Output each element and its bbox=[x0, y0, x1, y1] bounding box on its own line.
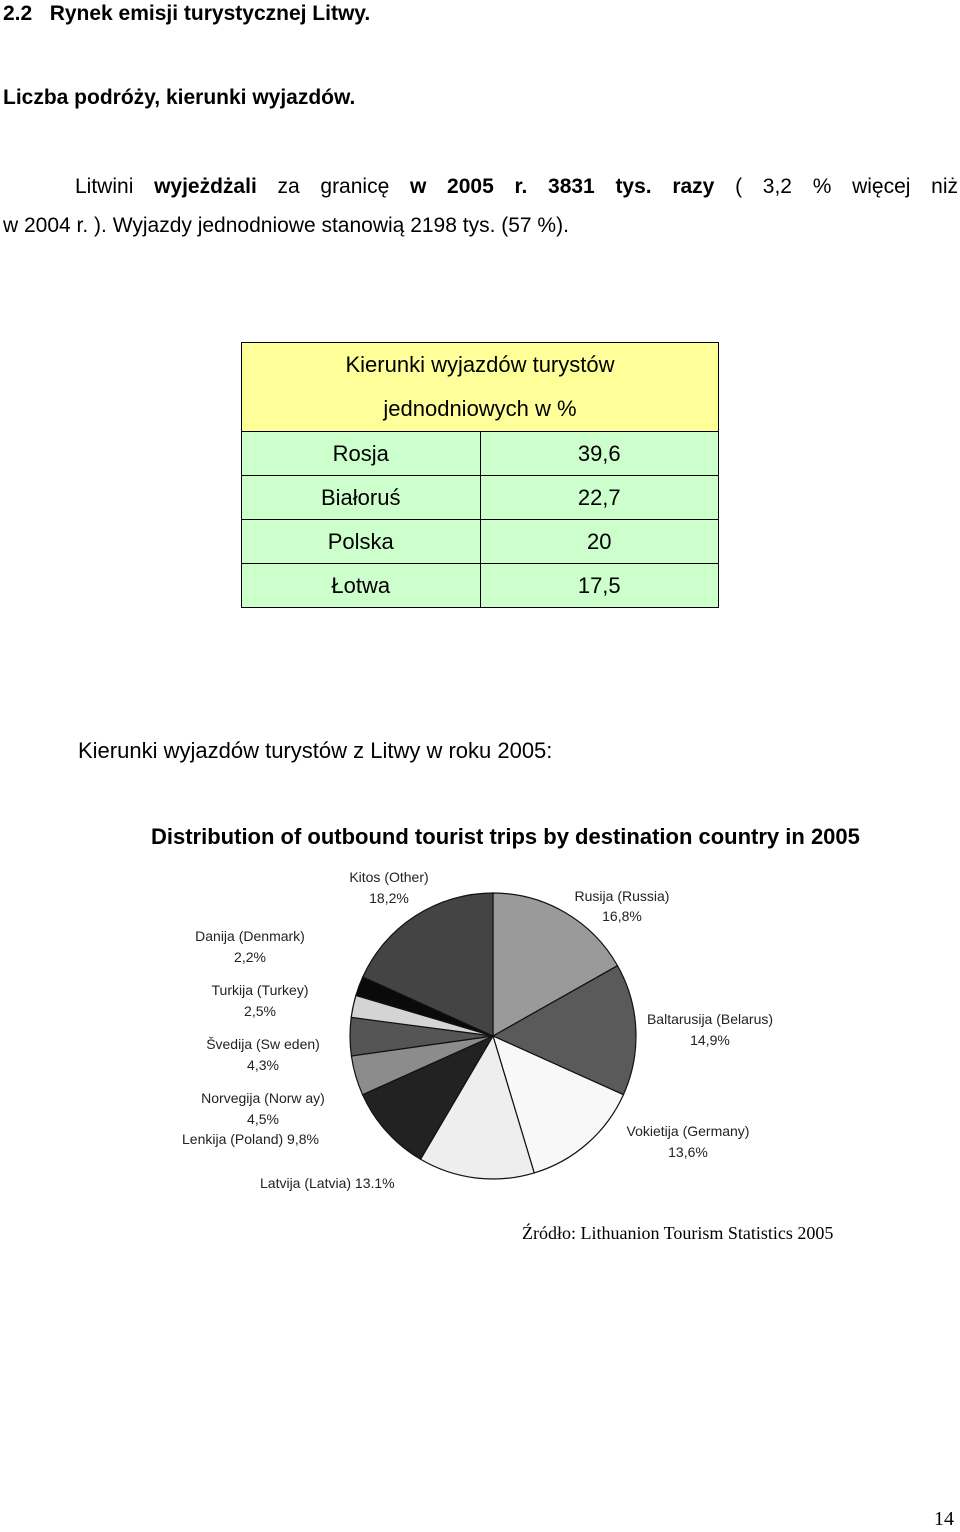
slice-label: Latvija (Latvia) 13.1% bbox=[260, 1175, 395, 1191]
slice-value-label: 18,2% bbox=[369, 890, 409, 906]
chart-caption: Kierunki wyjazdów turystów z Litwy w roku 2005: bbox=[78, 738, 553, 763]
text-b1: wyjeżdżali bbox=[154, 175, 257, 198]
table-cell-country: Łotwa bbox=[242, 564, 481, 608]
table-cell-value: 22,7 bbox=[480, 476, 719, 520]
slice-label: Baltarusija (Belarus) bbox=[646, 1011, 774, 1027]
table-row bbox=[242, 476, 719, 520]
intro-paragraph-line1 bbox=[0, 172, 958, 202]
slice-value-label: 13,6% bbox=[668, 1144, 708, 1160]
one-day-trips-table bbox=[241, 342, 719, 608]
text-p3: ( 3,2 % więcej niż bbox=[735, 175, 958, 198]
slice-value-label: 2,2% bbox=[234, 949, 266, 965]
text-p2: za granicę bbox=[277, 175, 390, 198]
intro-paragraph-line2: w 2004 r. ). Wyjazdy jednodniowe stanowią 2198 tys. (57 %). bbox=[3, 214, 569, 237]
table-cell-value: 17,5 bbox=[480, 564, 719, 608]
slice-value-label: 4,3% bbox=[247, 1057, 279, 1073]
table-cell-country: Rosja bbox=[242, 432, 481, 476]
section-heading: 2.2 Rynek emisji turystycznej Litwy. bbox=[3, 2, 371, 25]
slice-value-label: 16,8% bbox=[602, 908, 642, 924]
slice-label: Turkija (Turkey) bbox=[211, 982, 309, 998]
table-header bbox=[242, 343, 719, 432]
table-row bbox=[242, 520, 719, 564]
table-header-line2: jednodniowych w % bbox=[383, 396, 577, 421]
table-row bbox=[242, 564, 719, 608]
text-p1: Litwini bbox=[75, 175, 134, 198]
slice-value-label: 4,5% bbox=[247, 1111, 279, 1127]
slice-label: Kitos (Other) bbox=[349, 869, 429, 885]
slice-label: Danija (Denmark) bbox=[195, 928, 305, 944]
table-header-line1: Kierunki wyjazdów turystów bbox=[345, 352, 615, 377]
text-b2: w 2005 r. 3831 tys. razy bbox=[409, 175, 715, 198]
slice-label: Vokietija (Germany) bbox=[626, 1123, 750, 1139]
table-row bbox=[242, 432, 719, 476]
slice-value-label: 2,5% bbox=[244, 1003, 276, 1019]
slice-label: Rusija (Russia) bbox=[574, 888, 670, 904]
subsection-heading: Liczba podróży, kierunki wyjazdów. bbox=[3, 86, 356, 109]
slice-label: Norvegija (Norw ay) bbox=[201, 1090, 325, 1106]
destination-pie-chart bbox=[140, 810, 880, 1200]
source-note: Źródło: Lithuanion Tourism Statistics 2005 bbox=[522, 1223, 834, 1243]
table-cell-value: 39,6 bbox=[480, 432, 719, 476]
slice-label: Švedija (Sw eden) bbox=[206, 1036, 320, 1052]
slice-label: Lenkija (Poland) 9,8% bbox=[182, 1131, 319, 1147]
table-cell-value: 20 bbox=[480, 520, 719, 564]
table-cell-country: Polska bbox=[242, 520, 481, 564]
table-cell-country: Białoruś bbox=[242, 476, 481, 520]
chart-title: Distribution of outbound tourist trips by destination country in 2005 bbox=[151, 824, 860, 849]
page-number: 14 bbox=[934, 1508, 954, 1530]
slice-value-label: 14,9% bbox=[690, 1032, 730, 1048]
